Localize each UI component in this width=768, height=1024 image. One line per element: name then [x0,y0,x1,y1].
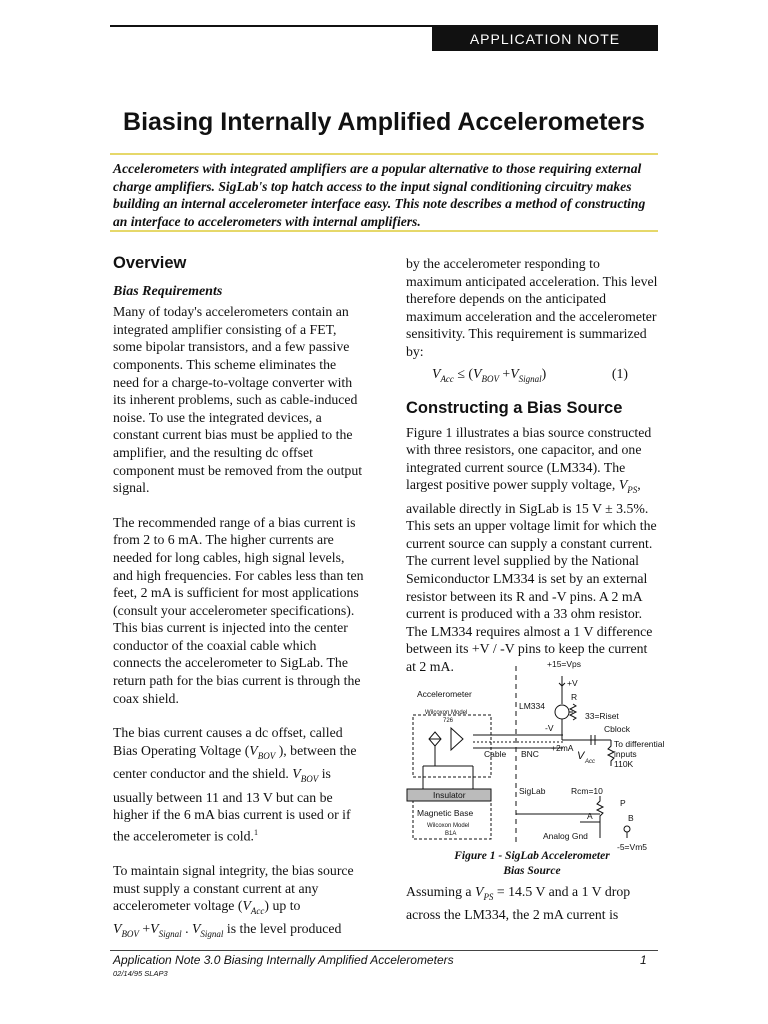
symbol-v: V [242,898,251,914]
text-run: = 14.5 V and a 1 V drop across the LM334, the 2 mA current is [406,884,631,923]
caption-line: Figure 1 - SigLab Accelerometer [454,850,610,862]
text-run: To maintain signal integrity, the bias source must supply a constant current at any accelerometer voltage ( [113,862,354,914]
overview-heading: Overview [113,254,187,272]
text-run: The bias current causes a dc offset, called Bias Operating Voltage ( [113,725,343,758]
text-run: Figure 1 illustrates a bias source constructed with three resistors, one capacitor, and one integrated current source (LM334). The largest positive power supply voltage, [406,424,652,493]
terminal-b-icon [624,826,630,832]
cable-label: Cable [484,749,507,759]
cblock-label: Cblock [604,724,630,734]
terminal-p-label: P [620,798,626,808]
symbol-v: V [475,884,484,899]
symbol-v: V [473,365,482,381]
vacc-subscript: Acc [585,759,596,765]
symbol-v: V [249,742,258,758]
footer-title: Application Note 3.0 Biasing Internally Amplified Accelerometers [113,953,454,967]
symbol-plus: + [502,365,511,381]
text-run: Assuming a [406,884,472,899]
footer-date: 02/14/95 SLAP3 [113,969,168,978]
abstract: Accelerometers with integrated amplifiers are a popular alternative to those requiring external charge amplifiers. SigLab's top hatch access to the input signal conditioning circuitry makes building an internal accelerometer interface easy. This note describes a method of constructing an interface to accelerometers with internal amplifiers. [113,161,646,229]
footnote-marker: 1 [253,827,258,837]
symbol-v: V [150,921,159,937]
plus-v-label: +V [567,678,578,688]
magnetic-base-label: Magnetic Base [417,808,474,818]
left-column [113,255,365,944]
vm5-label: -5=Vm5 [617,842,647,852]
equation-1 [406,365,658,388]
paragraph [113,724,365,845]
abstract-top-rule [110,153,658,155]
bnc-label: BNC [521,749,539,759]
wilcoxon-726-label: Wilcoxon Model [425,710,468,716]
siglab-label: SigLab [519,786,546,796]
symbol-plus: + [142,921,151,937]
paragraph: The recommended range of a bias current is from 2 to 6 mA. The higher currents are needed for long cables, high signal levels, and high frequencies. For cables less than ten feet, 2 mA is sufficient for most applications (consult your accelerometer specifications). This bias current is injected into the center conductor of the coaxial cable which connects the accelerometer to SigLab. The return path for the bias current is through the coax shield. [113,514,364,706]
paragraph [113,862,365,944]
symbol-v: V [510,365,519,381]
accelerometer-label: Accelerometer [417,689,472,699]
inputs-label: inputs [614,749,637,759]
figure-caption [406,849,658,879]
subscript: Signal [518,373,542,384]
text-run: is the level produced [226,921,342,937]
paragraph: Figure 1 illustrates a bias source constructed with three resistors, one capacitor, and one integrated current source (LM334). The largest positive power supply voltage, $V_{PS}$, available directly in SigLab is 15 V ± 3.5%. This sets an upper voltage limit for which the current source can supply a constant current. The current level supplied by the National Semiconductor LM334 is set by an external resistor between its R and -V pins. A 2 mA current is produced with a 33 ohm resistor. The LM334 requires almost a 1 V difference between its +V / -V pins to keep the current at 2 mA. [406,424,657,674]
rcm-label: Rcm=10 [571,786,603,796]
text-run: is usually between 11 and 13 V but can be higher if the 6 mA bias current is used or if the accelerometer is cold. [113,766,351,844]
vps-label: +15=Vps [547,659,582,669]
abstract-bottom-rule [110,230,658,232]
page-title: Biasing Internally Amplified Accelerometers [123,108,645,136]
symbol-dot: . [185,921,189,937]
paragraph: by the accelerometer responding to maximum anticipated acceleration. This level therefore depends on the anticipated maximum acceleration and the accelerometer sensitivity. This requirement is summarized by: [406,256,658,359]
wilcoxon-b1a-label: B1A [445,831,457,837]
subscript: BOV [257,750,276,761]
caption-line: Bias Source [503,865,561,877]
text-run: ), between the center conductor and the shield. [113,742,357,782]
symbol-v: V [191,921,201,937]
symbol-v: V [292,766,301,782]
right-column-continued [406,883,658,924]
riset-label: 33=Riset [585,711,619,721]
subscript: BOV [300,773,319,784]
symbol-v: V [618,477,628,493]
wilcoxon-726-label: 726 [443,718,454,724]
bias-requirements-heading: Bias Requirements [113,283,223,299]
constructing-heading: Constructing a Bias Source [406,398,623,417]
impedance-label: 110K [614,759,634,769]
symbol-v: V [432,365,441,381]
insulator-label: Insulator [433,790,466,800]
rcm-resistor-icon [597,796,603,819]
application-note-banner: APPLICATION NOTE [432,27,658,51]
footer-rule [110,950,658,951]
terminal-b-label: B [628,813,634,823]
subscript: PS [627,485,638,496]
symbol-paren: ) [541,365,547,381]
lm334-label: LM334 [519,701,545,711]
symbol-leq: ≤ [457,365,465,381]
paragraph: Many of today's accelerometers contain an integrated amplifier consisting of a FET, some bipolar transistors, and a few passive components. This scheme eliminates the need for a charge-to-voltage converter with its inherent problems, such as cable-induced noise. To use the integrated devices, a constant current bias must be applied to the amplifier, and the resulting dc offset component must be removed from the output signal. [113,304,363,496]
to-differential-label: To differential [614,739,665,749]
subscript: BOV [121,929,139,940]
accelerometer-box [413,715,491,777]
bias-current-label: +2mA [551,743,574,753]
symbol-v: V [113,921,122,937]
terminal-a-label: A [587,811,593,821]
bias-source-schematic [395,656,677,854]
minus-v-label: -V [545,723,554,733]
page-number: 1 [640,953,647,967]
amplifier-icon [451,728,463,750]
vacc-label: V [577,750,585,762]
right-column [406,255,658,676]
lm334-current-source-icon [555,705,569,719]
paragraph [406,883,658,924]
symbol-paren: ( [468,365,474,381]
r-pin-label: R [571,692,578,702]
text-run: available directly in SigLab is 15 V ± 3.5%. This sets an upper voltage limit for which the current source can supply a constant current. The current level supplied by the National Semiconductor LM334 is set by an external resistor between its R and -V pins. A 2 mA current is produced with a 33 ohm resistor. The LM334 requires almost a 1 V difference between its +V / -V pins to keep the current at 2 mA. [406,500,657,674]
subscript: PS [483,891,494,902]
text-run: ) up to [264,898,301,914]
subscript: Acc [440,373,454,384]
equation-number: (1) [611,365,628,381]
wilcoxon-b1a-label: Wilcoxon Model [427,823,470,829]
subscript: BOV [481,373,499,384]
subscript: Acc [250,905,265,916]
analog-ground-label: Analog Gnd [543,831,588,841]
subscript: Signal [158,929,182,940]
subscript: Signal [200,929,224,940]
